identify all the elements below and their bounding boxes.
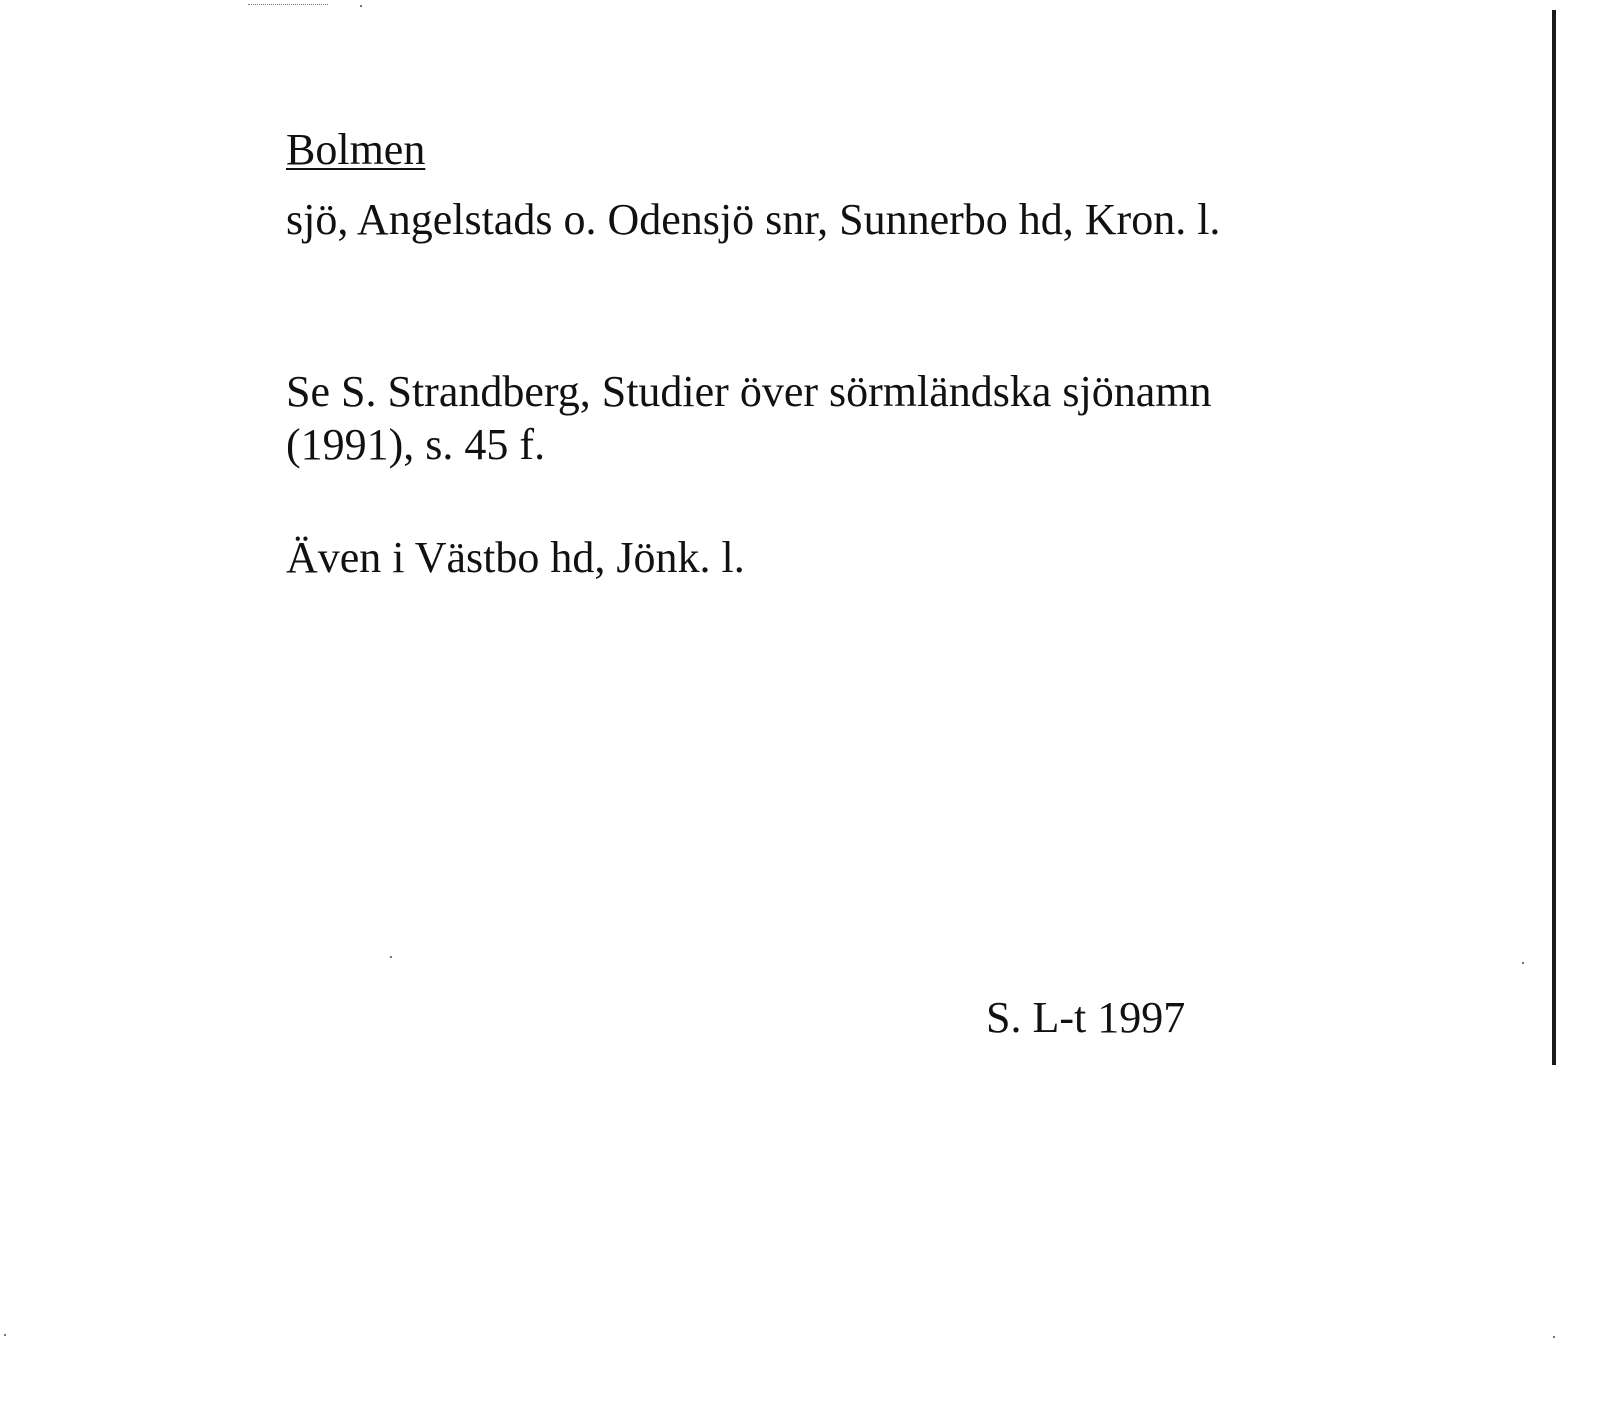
scan-edge-top <box>248 4 328 5</box>
signature: S. L-t 1997 <box>986 993 1186 1042</box>
scan-speck <box>1553 1336 1555 1338</box>
scan-speck <box>1522 962 1524 964</box>
card-edge-line <box>1552 10 1556 1065</box>
reference-line-2: (1991), s. 45 f. <box>286 420 546 469</box>
place-description: sjö, Angelstads o. Odensjö snr, Sunnerbo hd, Kron. l. <box>286 195 1221 244</box>
additional-note: Även i Västbo hd, Jönk. l. <box>286 533 745 582</box>
scan-speck <box>390 956 392 958</box>
headword: Bolmen <box>286 125 426 174</box>
reference-line-1: Se S. Strandberg, Studier över sörmländska sjönamn <box>286 367 1212 416</box>
scan-speck <box>4 1334 6 1336</box>
scan-speck <box>360 5 362 7</box>
